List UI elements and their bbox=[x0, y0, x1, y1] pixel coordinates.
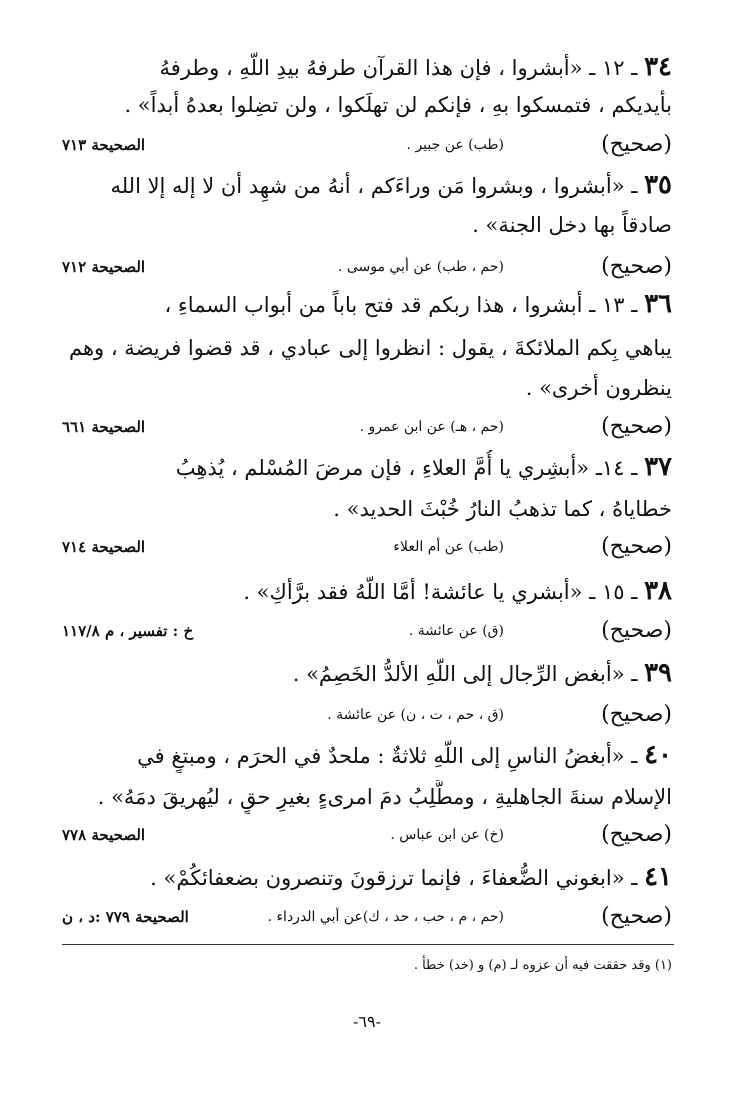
hadith-35-line-2: صادقاً بها دخل الجنة» . bbox=[472, 213, 672, 237]
grade-label: ( صحيح ) bbox=[601, 900, 672, 934]
hadith-37-ref bbox=[62, 530, 672, 564]
hadith-38-number: ٣٨ bbox=[644, 576, 672, 606]
hadith-39-line-1 bbox=[62, 656, 672, 691]
grade-label: ( صحيح ) bbox=[601, 410, 672, 444]
source-ref: (ق) عن عائشة . bbox=[408, 623, 504, 639]
grade-label: ( صحيح ) bbox=[601, 614, 672, 648]
sahiha-ref: الصحيحة ٦٦١ bbox=[62, 418, 146, 436]
sahiha-ref: الصحيحة ٧١٤ bbox=[62, 538, 146, 556]
hadith-38-ref bbox=[62, 614, 672, 648]
hadith-35-text-1: ـ «أبشروا ، وبشروا مَن وراءَكم ، أنهُ من شهِد أن لا إله إلا الله bbox=[110, 174, 638, 198]
hadith-41-number: ٤١ bbox=[644, 862, 672, 892]
hadith-39-number: ٣٩ bbox=[644, 658, 672, 688]
hadith-39-ref bbox=[62, 698, 672, 732]
hadith-37-line-2: خطاياهُ ، كما تذهبُ النارُ خُبْثَ الحديد» . bbox=[333, 497, 672, 521]
hadith-34-text-1: ـ ١٢ ـ «أبشروا ، فإن هذا القرآن طرفهُ بيدِ اللّهِ ، وطرفهُ bbox=[159, 56, 638, 80]
hadith-40-text-1: ـ «أبغضُ الناسِ إلى اللّهِ ثلاثةٌ : ملحدٌ في الحرَم ، ومبتغٍ في bbox=[137, 744, 638, 768]
source-ref: (خ) عن ابن عباس . bbox=[390, 827, 504, 843]
hadith-35-ref bbox=[62, 250, 672, 284]
extra-ref: خ : تفسير ، م ١١٧/٨ bbox=[62, 622, 194, 640]
hadith-40-line-2: الإسلام سنةَ الجاهليةِ ، ومطَّلِبُ دمَ امرىءٍ بغيرِ حقٍ ، ليُهريقَ دمَهُ» . bbox=[97, 785, 672, 809]
hadith-37-number: ٣٧ bbox=[644, 452, 672, 482]
hadith-39-text-1: ـ «أبغض الرِّجال إلى اللّهِ الألدُّ الخَصِمُ» . bbox=[292, 662, 638, 686]
sahiha-ref: الصحيحة ٧٧٩ :د ، ن bbox=[62, 908, 189, 926]
hadith-34-ref bbox=[62, 128, 672, 162]
grade-label: ( صحيح ) bbox=[601, 128, 672, 162]
sahiha-ref: الصحيحة ٧١٢ bbox=[62, 258, 146, 276]
grade-label: ( صحيح ) bbox=[601, 818, 672, 852]
grade-label: ( صحيح ) bbox=[601, 250, 672, 284]
hadith-34-line-2: بأيديكم ، فتمسكوا بهِ ، فإنكم لن تهلَكوا ، ولن تضِلوا بعدهُ أبداً» . bbox=[124, 93, 672, 117]
hadith-36-number: ٣٦ bbox=[644, 289, 672, 319]
hadith-38-text-1: ـ ١٥ ـ «أبشري يا عائشة! أمَّا اللّهُ فقد برَّأكِ» . bbox=[243, 580, 638, 604]
hadith-36-text-1: ـ ١٣ ـ أبشروا ، هذا ربكم قد فتح باباً من أبواب السماءِ ، bbox=[164, 293, 638, 317]
hadith-41-text-1: ـ «ابغوني الضُّعفاءَ ، فإنما ترزقونَ وتنصرون بضعفائكُمْ» . bbox=[150, 866, 638, 890]
source-ref: (حم ، هـ) عن ابن عمرو . bbox=[359, 419, 504, 435]
source-ref: (طب) عن جبير . bbox=[406, 137, 504, 153]
hadith-34-number: ٣٤ bbox=[644, 52, 672, 82]
hadith-37-line-1 bbox=[62, 450, 672, 485]
hadith-36-line-1 bbox=[62, 287, 672, 322]
source-ref: (ق ، حم ، ت ، ن) عن عائشة . bbox=[327, 707, 504, 723]
footnote-divider bbox=[62, 944, 674, 945]
page-number: -٦٩- bbox=[353, 1012, 381, 1031]
source-ref: (حم ، طب) عن أبي موسى . bbox=[337, 259, 504, 275]
hadith-40-line-1 bbox=[62, 738, 672, 773]
hadith-35-line-1 bbox=[62, 168, 672, 203]
grade-label: ( صحيح ) bbox=[601, 698, 672, 732]
hadith-41-ref bbox=[62, 900, 672, 934]
hadith-35-number: ٣٥ bbox=[644, 170, 672, 200]
source-ref: (حم ، م ، حب ، حد ، ك)عن أبي الدرداء . bbox=[267, 909, 504, 925]
sahiha-ref: الصحيحة ٧١٣ bbox=[62, 136, 146, 154]
hadith-41-line-1 bbox=[62, 860, 672, 895]
hadith-34-line-1 bbox=[62, 50, 672, 85]
hadith-36-ref bbox=[62, 410, 672, 444]
source-ref: (طب) عن أم العلاء bbox=[393, 539, 504, 555]
grade-label: ( صحيح ) bbox=[601, 530, 672, 564]
hadith-36-line-2: يباهي بِكم الملائكةَ ، يقول : انظروا إلى عبادي ، قد قضوا فريضة ، وهم bbox=[68, 336, 672, 360]
hadith-37-text-1: ـ ١٤ـ «أبشِري يا أُمَّ العلاءِ ، فإن مرضَ المُسْلم ، يُذهِبُ bbox=[175, 456, 638, 480]
hadith-38-line-1 bbox=[62, 574, 672, 609]
hadith-40-number: ٤٠ bbox=[644, 740, 672, 770]
hadith-40-ref bbox=[62, 818, 672, 852]
hadith-36-line-3: ينظرون أخرى» . bbox=[525, 376, 672, 400]
footnote: (١) وقد حققت فيه أن عزوه لـ (م) و (خد) خطأ . bbox=[413, 958, 672, 973]
sahiha-ref: الصحيحة ٧٧٨ bbox=[62, 826, 146, 844]
